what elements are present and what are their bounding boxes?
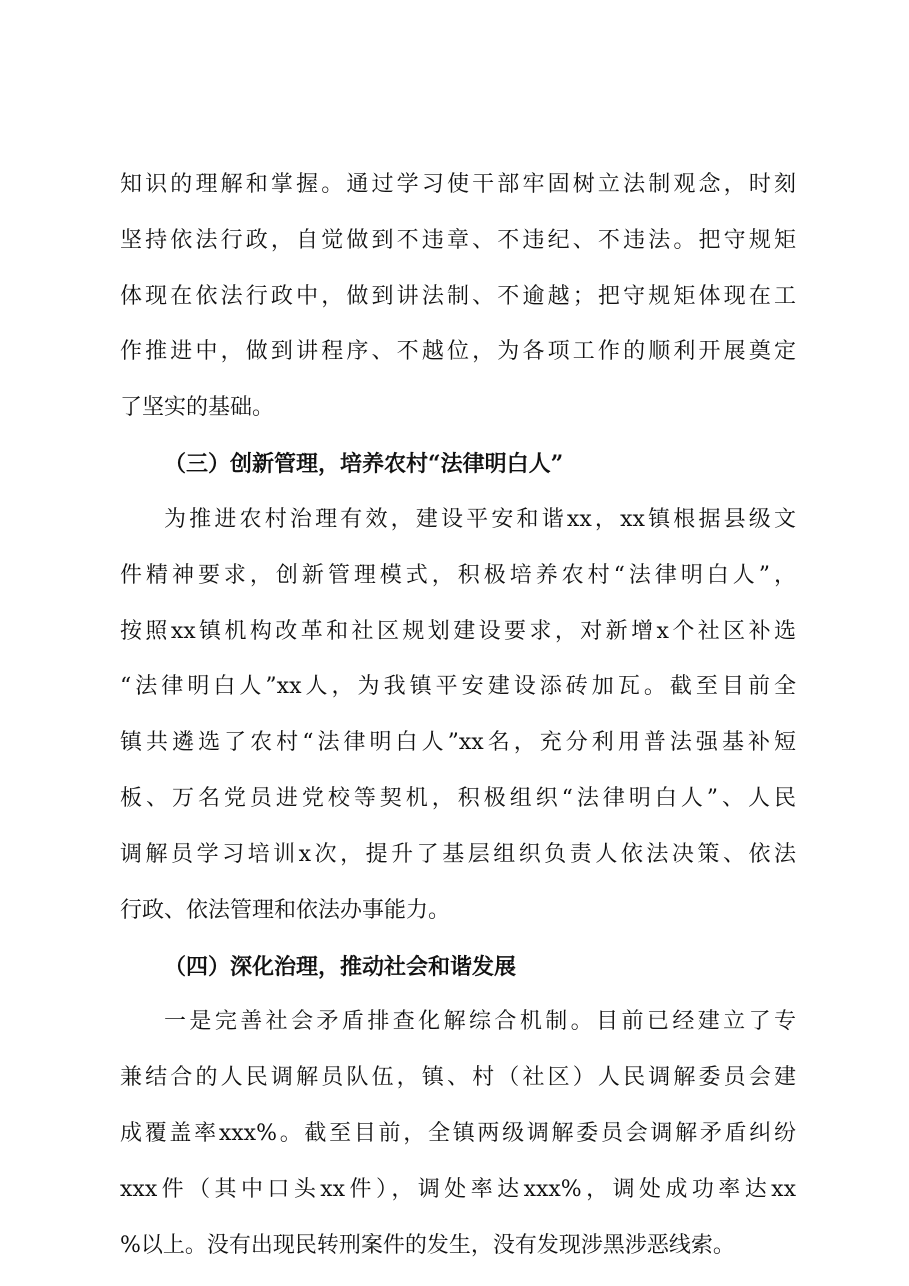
body-text-line: “法律明白人”xx人，为我镇平安建设添砖加瓦。截至目前全 [120,674,796,699]
body-text-line: 按照xx镇机构改革和社区规划建设要求，对新增x个社区补选 [120,619,796,644]
body-text-line: 兼结合的人民调解员队伍，镇、村（社区）人民调解委员会建 [120,1065,796,1090]
body-text-line: 知识的理解和掌握。通过学习使干部牢固树立法制观念，时刻 [120,172,796,197]
body-text-line: 坚持依法行政，自觉做到不违章、不违纪、不违法。把守规矩 [120,228,796,253]
body-text-line: 一是完善社会矛盾排查化解综合机制。目前已经建立了专 [164,1009,796,1034]
body-text-line: 件精神要求，创新管理模式，积极培养农村“法律明白人”， [120,563,796,588]
body-text-line: 调解员学习培训x次，提升了基层组织负责人依法决策、依法 [120,842,796,867]
body-text-line: xxx件（其中口头xx件），调处率达xxx%，调处成功率达xx [120,1177,796,1202]
body-text-line: 作推进中，做到讲程序、不越位，为各项工作的顺利开展奠定 [120,339,796,364]
body-text-line: 板、万名党员进党校等契机，积极组织“法律明白人”、人民 [120,786,796,811]
body-text-line: 体现在依法行政中，做到讲法制、不逾越；把守规矩体现在工 [120,284,796,309]
body-text-line: %以上。没有出现民转刑案件的发生，没有发现涉黑涉恶线索。 [120,1233,735,1258]
body-text-line: 行政、依法管理和依法办事能力。 [120,898,451,923]
body-text-line: 了坚实的基础。 [120,395,275,420]
section-heading-4: （四）深化治理，推动社会和谐发展 [164,954,517,980]
section-heading-3: （三）创新管理，培养农村“法律明白人” [164,451,564,477]
body-text-line: 镇共遴选了农村“法律明白人”xx名，充分利用普法强基补短 [120,730,796,755]
body-text-line: 为推进农村治理有效，建设平安和谐xx，xx镇根据县级文 [164,507,796,532]
body-text-line: 成覆盖率xxx%。截至目前，全镇两级调解委员会调解矛盾纠纷 [120,1121,796,1146]
